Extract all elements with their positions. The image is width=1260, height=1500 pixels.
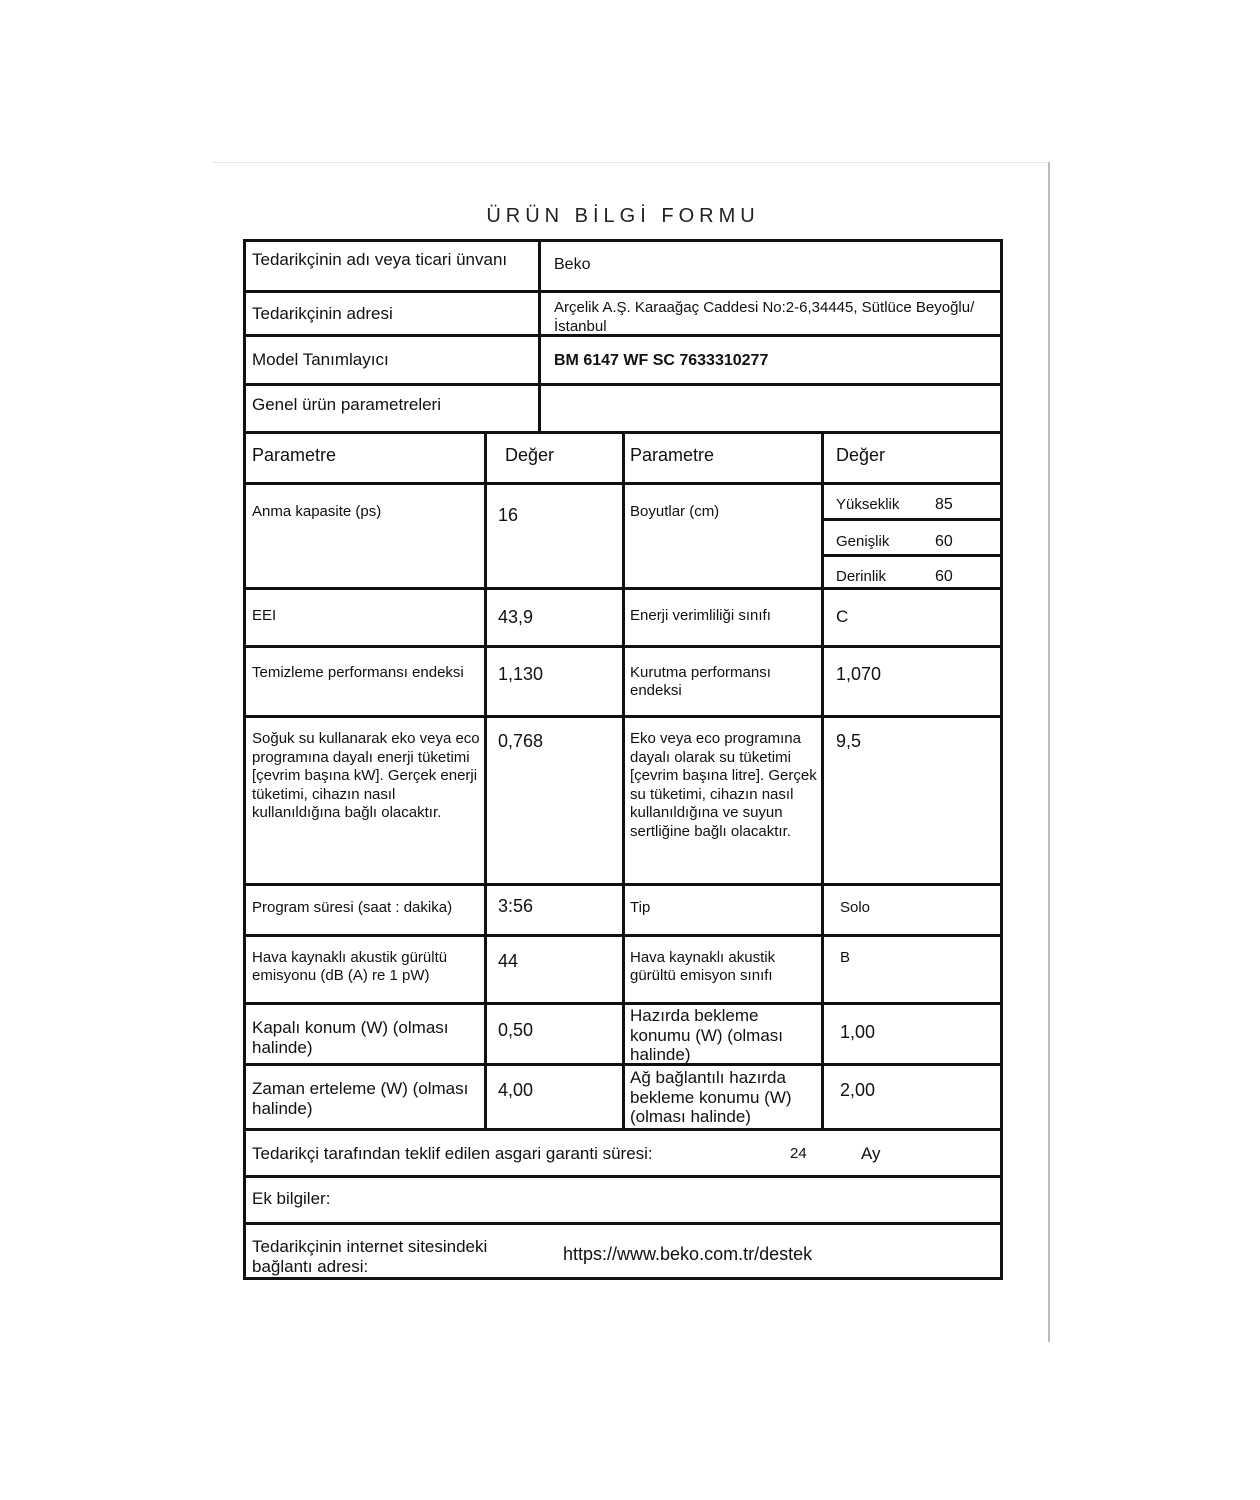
website-label: Tedarikçinin internet sitesindeki bağlantı adresi: bbox=[252, 1237, 488, 1276]
energy-class-value: C bbox=[836, 607, 849, 626]
warranty-value: 24 bbox=[790, 1145, 807, 1162]
noise-label: Hava kaynaklı akustik gürültü emisyonu (dB (A) re 1 pW) bbox=[252, 949, 448, 984]
supplier-address-label: Tedarikçinin adresi bbox=[252, 304, 393, 323]
capacity-value: 16 bbox=[498, 505, 519, 525]
program-duration-label: Program süresi (saat : dakika) bbox=[252, 899, 453, 916]
drying-label: Kurutma performansı endeksi bbox=[630, 664, 771, 699]
off-mode-value: 0,50 bbox=[498, 1020, 534, 1040]
depth-value: 60 bbox=[935, 568, 953, 585]
energy-consumption-value: 0,768 bbox=[498, 731, 544, 751]
dimensions-label: Boyutlar (cm) bbox=[630, 503, 720, 520]
energy-class-label: Enerji verimliliği sınıfı bbox=[630, 607, 771, 624]
eei-value: 43,9 bbox=[498, 607, 534, 627]
networked-standby-value: 2,00 bbox=[840, 1080, 876, 1100]
standby-value: 1,00 bbox=[840, 1022, 876, 1042]
cleaning-value: 1,130 bbox=[498, 664, 544, 684]
noise-class-value: B bbox=[840, 949, 851, 966]
header-parameter: Parametre bbox=[252, 445, 337, 465]
header-value: Değer bbox=[836, 445, 886, 465]
capacity-label: Anma kapasite (ps) bbox=[252, 503, 382, 520]
eei-label: EEI bbox=[252, 607, 277, 624]
website-link[interactable]: https://www.beko.com.tr/destek bbox=[563, 1244, 813, 1264]
water-consumption-label: Eko veya eco programına dayalı olarak su tüketimi [çevrim başına litre]. Gerçek su tüketimi, cihazın nasıl kullanıldığına ve suyun sertliğine bağlı olacaktır. bbox=[630, 730, 817, 840]
depth-label: Derinlik bbox=[836, 568, 887, 585]
standby-label: Hazırda bekleme konumu (W) (olması halinde) bbox=[630, 1006, 784, 1064]
general-params-label: Genel ürün parametreleri bbox=[252, 395, 441, 414]
type-value: Solo bbox=[840, 899, 871, 916]
extra-info-label: Ek bilgiler: bbox=[252, 1189, 331, 1208]
type-label: Tip bbox=[630, 899, 651, 916]
networked-standby-label: Ağ bağlantılı hazırda bekleme konumu (W) (olması halinde) bbox=[630, 1068, 792, 1126]
water-consumption-value: 9,5 bbox=[836, 731, 862, 751]
delay-start-value: 4,00 bbox=[498, 1080, 534, 1100]
header-value: Değer bbox=[505, 445, 555, 465]
supplier-name-label: Tedarikçinin adı veya ticari ünvanı bbox=[252, 250, 508, 269]
drying-value: 1,070 bbox=[836, 664, 882, 684]
warranty-unit: Ay bbox=[861, 1144, 881, 1163]
off-mode-label: Kapalı konum (W) (olması halinde) bbox=[252, 1018, 449, 1057]
cleaning-label: Temizleme performansı endeksi bbox=[252, 664, 464, 681]
warranty-label: Tedarikçi tarafından teklif edilen asgari garanti süresi: bbox=[252, 1144, 653, 1163]
width-label: Genişlik bbox=[836, 533, 890, 550]
supplier-address-value: Arçelik A.Ş. Karaağaç Caddesi No:2-6,34445, Sütlüce Beyoğlu/İstanbul bbox=[554, 299, 975, 334]
header-parameter: Parametre bbox=[630, 445, 715, 465]
width-value: 60 bbox=[935, 533, 953, 550]
form-title: ÜRÜN BİLGİ FORMU bbox=[486, 205, 760, 227]
product-info-form bbox=[243, 239, 1003, 1280]
supplier-name-value: Beko bbox=[554, 256, 591, 273]
noise-class-label: Hava kaynaklı akustik gürültü emisyon sınıfı bbox=[630, 949, 776, 984]
page-edge bbox=[212, 162, 1050, 163]
energy-consumption-label: Soğuk su kullanarak eko veya eco programına dayalı enerji tüketimi [çevrim başına kW]. Gerçek enerji tüketimi, cihazın nasıl kullanıldığına bağlı olacaktır. bbox=[252, 730, 480, 821]
noise-value: 44 bbox=[498, 951, 519, 971]
model-value: BM 6147 WF SC 7633310277 bbox=[554, 352, 769, 369]
height-label: Yükseklik bbox=[836, 496, 900, 513]
height-value: 85 bbox=[935, 496, 953, 513]
program-duration-value: 3:56 bbox=[498, 896, 534, 916]
model-label: Model Tanımlayıcı bbox=[252, 350, 389, 369]
page-edge bbox=[1048, 162, 1050, 1342]
delay-start-label: Zaman erteleme (W) (olması halinde) bbox=[252, 1079, 469, 1118]
